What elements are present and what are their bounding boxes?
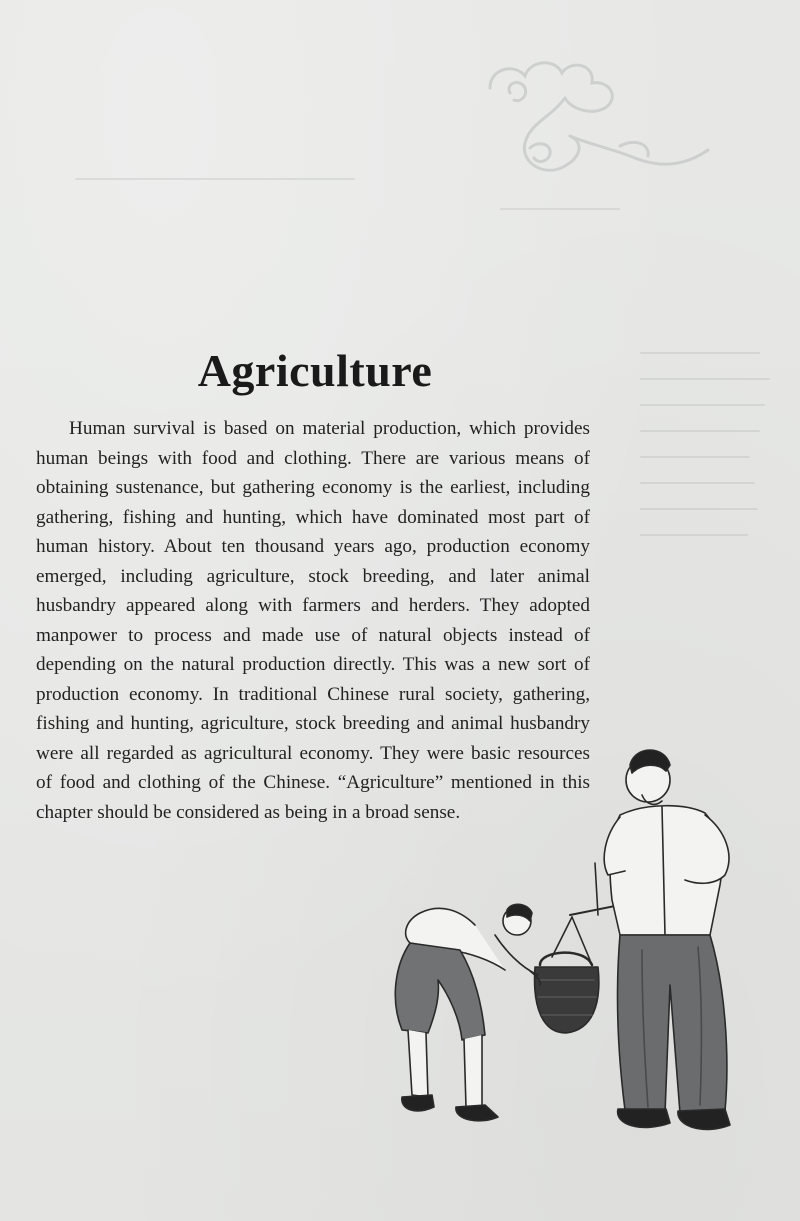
vendor-weighing-basket-illustration: [380, 735, 760, 1145]
auspicious-cloud-icon: [470, 48, 720, 198]
chapter-title: Agriculture: [197, 344, 433, 396]
intro-paragraph: Human survival is based on material production, which provides human beings with food and clothing. There are various means of obtaining sustenance, but gathering economy is the earliest, including gathering, fishing and hunting, which have dominated most part of human history. About ten thousand years ago, production economy emerged, including agriculture, stock breeding, and later animal husbandry appeared along with farmers and herders. They adopted manpower to process and made use of natural objects instead of depending on the natural production directly. This was a new sort of production economy. In traditional Chinese rural society, gathering, fishing and hunting, agriculture, stock breeding and animal husbandry were all regarded as agricultural economy. They were basic resources of food and clothing of the Chinese. “Agriculture” mentioned in this chapter should be considered as being in a broad sense.: [36, 418, 590, 823]
